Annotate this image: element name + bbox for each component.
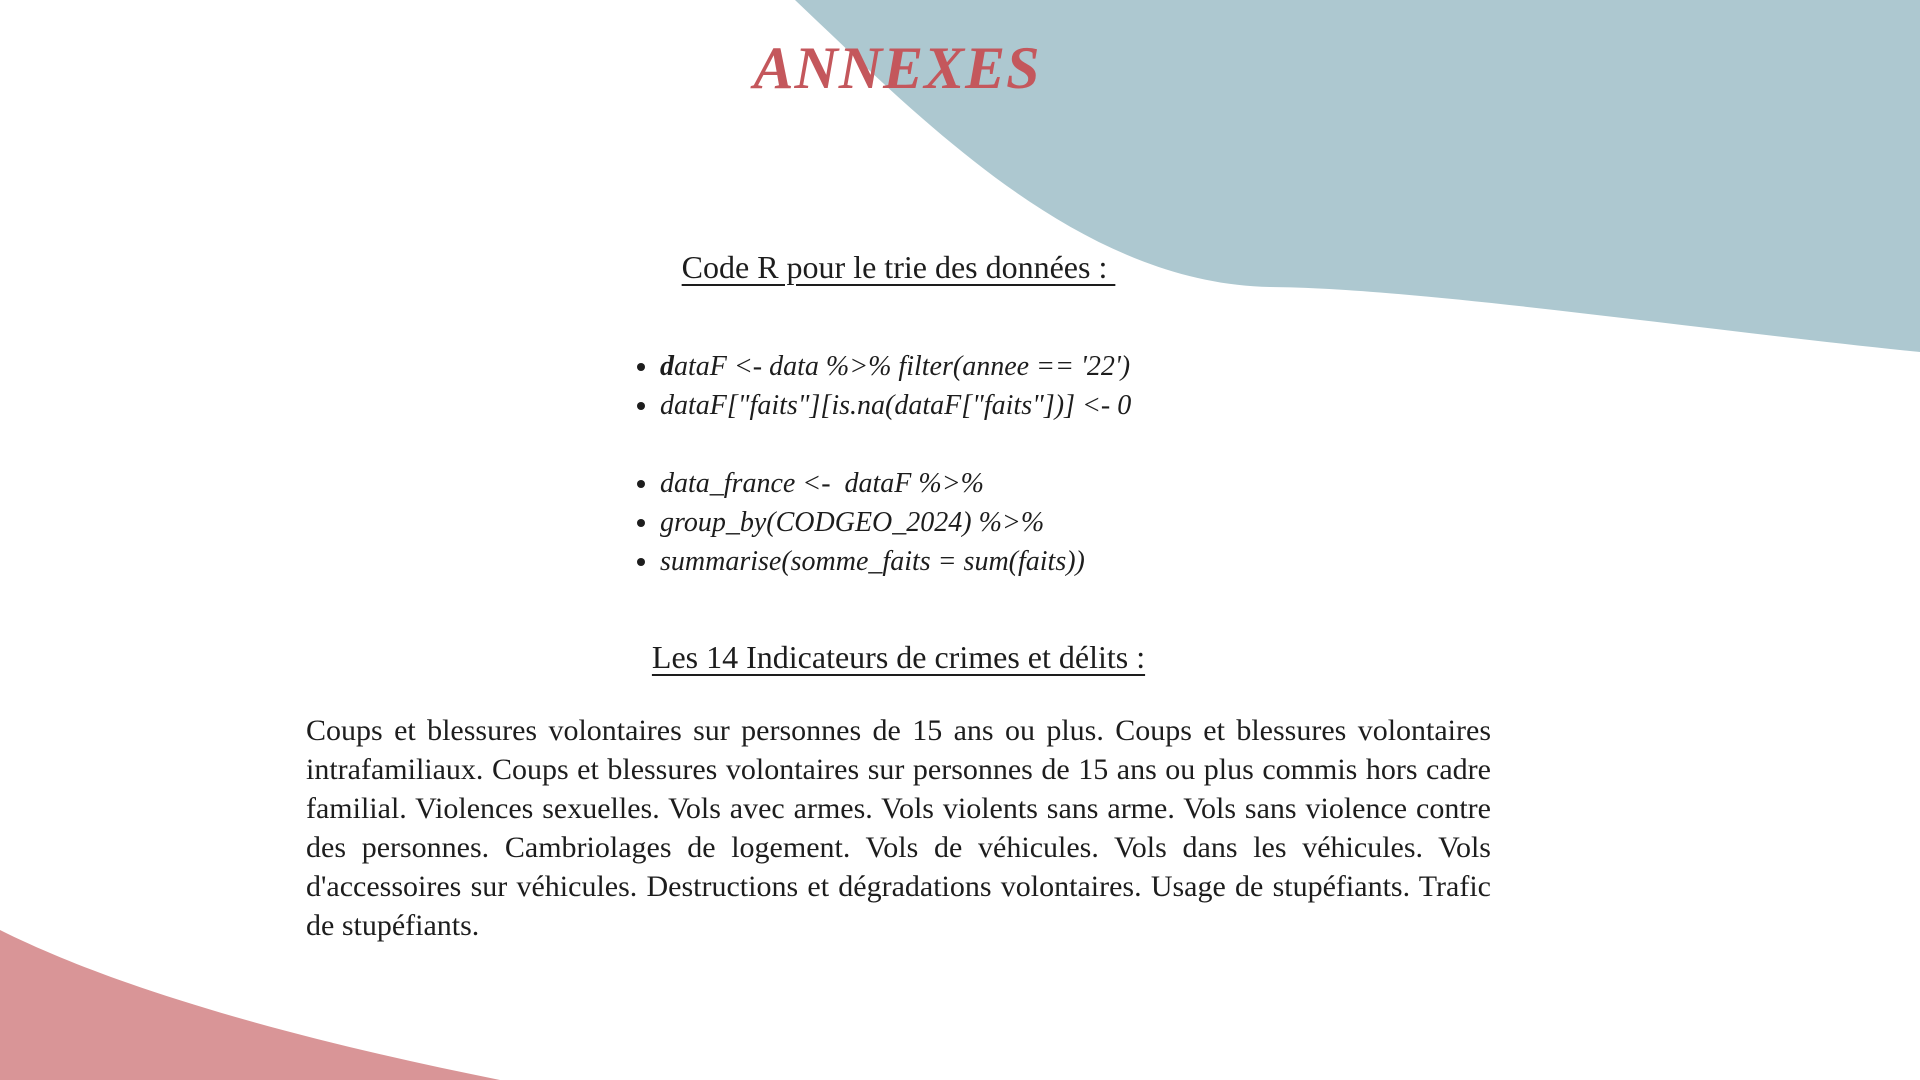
code-bullet-text: group_by(CODGEO_2024) %>% — [660, 507, 1045, 538]
code-bullet-text: summarise(somme_faits = sum(faits)) — [660, 546, 1085, 577]
code-bullet-item — [660, 542, 1420, 581]
code-bullet-text: dataF["faits"][is.na(dataF["faits"])] <- 0 — [660, 390, 1132, 421]
code-bullet-item — [660, 464, 1420, 503]
code-bullet-list-primary — [634, 347, 1420, 425]
bottom-left-wave-shape — [0, 930, 500, 1080]
code-bullet-list-secondary — [634, 464, 1420, 581]
page-title: ANNEXES — [753, 35, 1041, 101]
code-bullet-text: ataF <- data %>% filter(annee == '22') — [674, 351, 1131, 382]
indicators-section-heading: Les 14 Indicateurs de crimes et délits : — [651, 639, 1146, 675]
code-bullet-item — [660, 503, 1420, 542]
code-section-heading: Code R pour le trie des données : — [681, 249, 1116, 285]
code-bullet-text: data_france <- dataF %>% — [660, 468, 984, 499]
code-bullet-item — [660, 386, 1420, 425]
code-bullet-bold-lead: d — [660, 351, 674, 382]
indicators-paragraph: Coups et blessures volontaires sur personnes de 15 ans ou plus. Coups et blessures volontaires intrafamiliaux. Coups et blessures volontaires sur personnes de 15 ans ou plus commis hors cadre familial. Violences sexuelles. Vols avec armes. Vols violents sans arme. Vols sans violence contre des personnes. Cambriolages de logement. Vols de véhicules. Vols dans les véhicules. Vols d'accessoires sur véhicules. Destructions et dégradations volontaires. Usage de stupéfiants. Trafic de stupéfiants. — [306, 714, 1491, 942]
code-bullet-item — [660, 347, 1420, 386]
